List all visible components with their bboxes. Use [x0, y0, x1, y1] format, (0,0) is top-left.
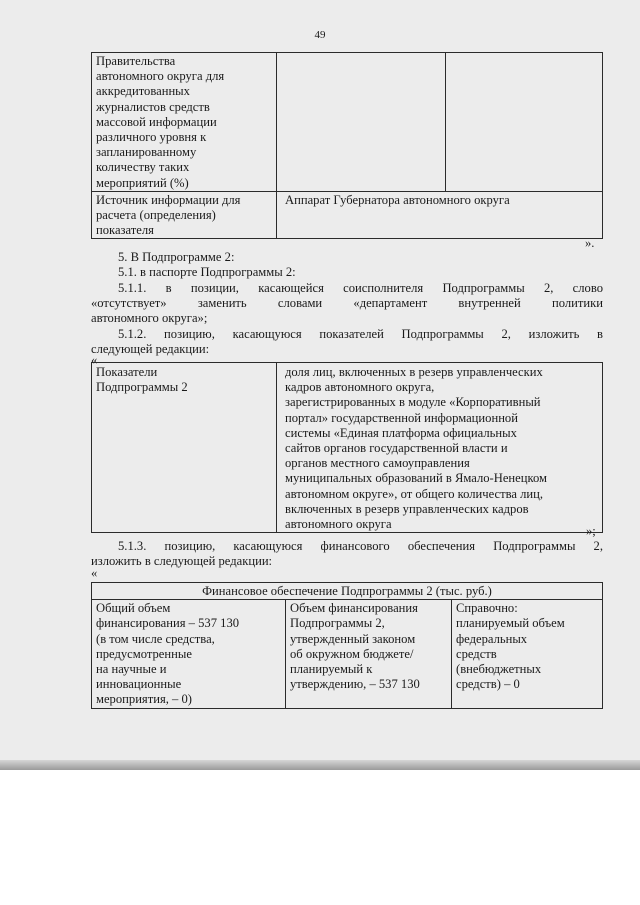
text-line: (внебюджетных [456, 662, 542, 677]
text-line: планируемый объем [456, 616, 565, 631]
text-line: Общий объем [96, 601, 171, 616]
indicators-table [91, 362, 603, 533]
indicators-value-cell [277, 363, 603, 533]
text-line: предусмотренные [96, 646, 192, 661]
text-line: аккредитованных [96, 84, 190, 99]
federal-funds-cell [452, 600, 603, 708]
financing-header: Финансовое обеспечение Подпрограммы 2 (тыс. руб.) [92, 583, 603, 600]
section-heading: 5. В Подпрограмме 2: [118, 250, 235, 264]
paragraph-line: 5.1.3. позицию, касающуюся финансового обеспечения Подпрограммы 2, [118, 539, 603, 553]
text-line: Показатели [96, 365, 158, 379]
text-line: портал» государственной информационной [285, 410, 518, 425]
text-line: Правительства [96, 54, 176, 68]
indicator-table [91, 52, 603, 239]
paragraph-line: 5.1.1. в позиции, касающейся соисполнителя Подпрограммы 2, слово [118, 281, 603, 295]
paragraph-line: 5.1.2. позицию, касающуюся показателей Подпрограммы 2, изложить в [118, 327, 603, 341]
page-edge-shadow [0, 760, 640, 770]
text-line: инновационные [96, 677, 182, 692]
subsection-5-1: 5.1. в паспорте Подпрограммы 2: [118, 265, 296, 279]
source-label-cell [92, 191, 277, 239]
text-line: утвержденный законом [290, 631, 416, 646]
text-line: Подпрограммы 2, [290, 616, 385, 631]
text-line: федеральных [456, 631, 528, 646]
text-line: количеству таких [96, 160, 190, 175]
closing-quote: »; [586, 524, 596, 538]
text-line: финансирования – 537 130 [96, 616, 240, 631]
text-line: системы «Единая платформа официальных [285, 425, 517, 440]
text-line: включенных в резерв управленческих кадров [285, 501, 529, 516]
text-line: планируемый к [290, 662, 373, 677]
text-line: зарегистрированных в модуле «Корпоративный [285, 395, 541, 410]
budget-financing-cell [286, 600, 452, 708]
opening-quote: « [91, 566, 98, 580]
text-line: кадров автономного округа, [285, 380, 435, 395]
empty-cell [277, 53, 446, 192]
total-financing-cell [92, 600, 286, 708]
text-line: показателя [96, 223, 154, 238]
text-line: средств) – 0 [456, 677, 520, 692]
closing-quote: ». [585, 236, 595, 250]
opening-quote: « [91, 353, 98, 367]
text-line: (в том числе средства, [96, 631, 215, 646]
paragraph-line: следующей редакции: [91, 342, 210, 356]
indicator-name-cell [92, 53, 277, 192]
text-line: мероприятий (%) [96, 175, 189, 190]
text-line: журналистов средств [96, 99, 210, 114]
text-line: запланированному [96, 145, 197, 160]
text-line: Подпрограммы 2 [96, 380, 188, 395]
text-line: автономном округе», от общего количества лиц, [285, 486, 544, 501]
empty-cell [446, 53, 603, 192]
text-line: муниципальных образований в Ямало-Ненецком [285, 471, 547, 486]
text-line: утверждению, – 537 130 [290, 677, 420, 692]
paragraph-line: автономного округа»; [91, 311, 208, 325]
text-line: Источник информации для [96, 192, 241, 207]
text-line: органов местного самоуправления [285, 456, 470, 471]
text-line: мероприятия, – 0) [96, 692, 192, 707]
paragraph-line: «отсутствует» заменить словами «департамент внутренней политики [91, 296, 603, 310]
text-line: массовой информации [96, 114, 217, 129]
text-line: на научные и [96, 662, 167, 677]
indicators-label-cell [92, 363, 277, 533]
text-line: Объем финансирования [290, 601, 418, 616]
financing-table [91, 582, 603, 709]
text-line: различного уровня к [96, 130, 207, 145]
source-value-cell: Аппарат Губернатора автономного округа [277, 191, 603, 239]
text-line: расчета (определения) [96, 208, 216, 223]
paragraph-line: изложить в следующей редакции: [91, 554, 273, 568]
text-line: Справочно: [456, 601, 518, 616]
text-line: автономного округа для [96, 69, 225, 84]
page-number: 49 [314, 29, 326, 41]
text-line: автономного округа [285, 517, 392, 532]
text-line: об окружном бюджете/ [290, 646, 414, 661]
text-line: сайтов органов государственной власти и [285, 441, 508, 456]
text-line: доля лиц, включенных в резерв управленческих [285, 365, 543, 379]
text-line: средств [456, 646, 497, 661]
